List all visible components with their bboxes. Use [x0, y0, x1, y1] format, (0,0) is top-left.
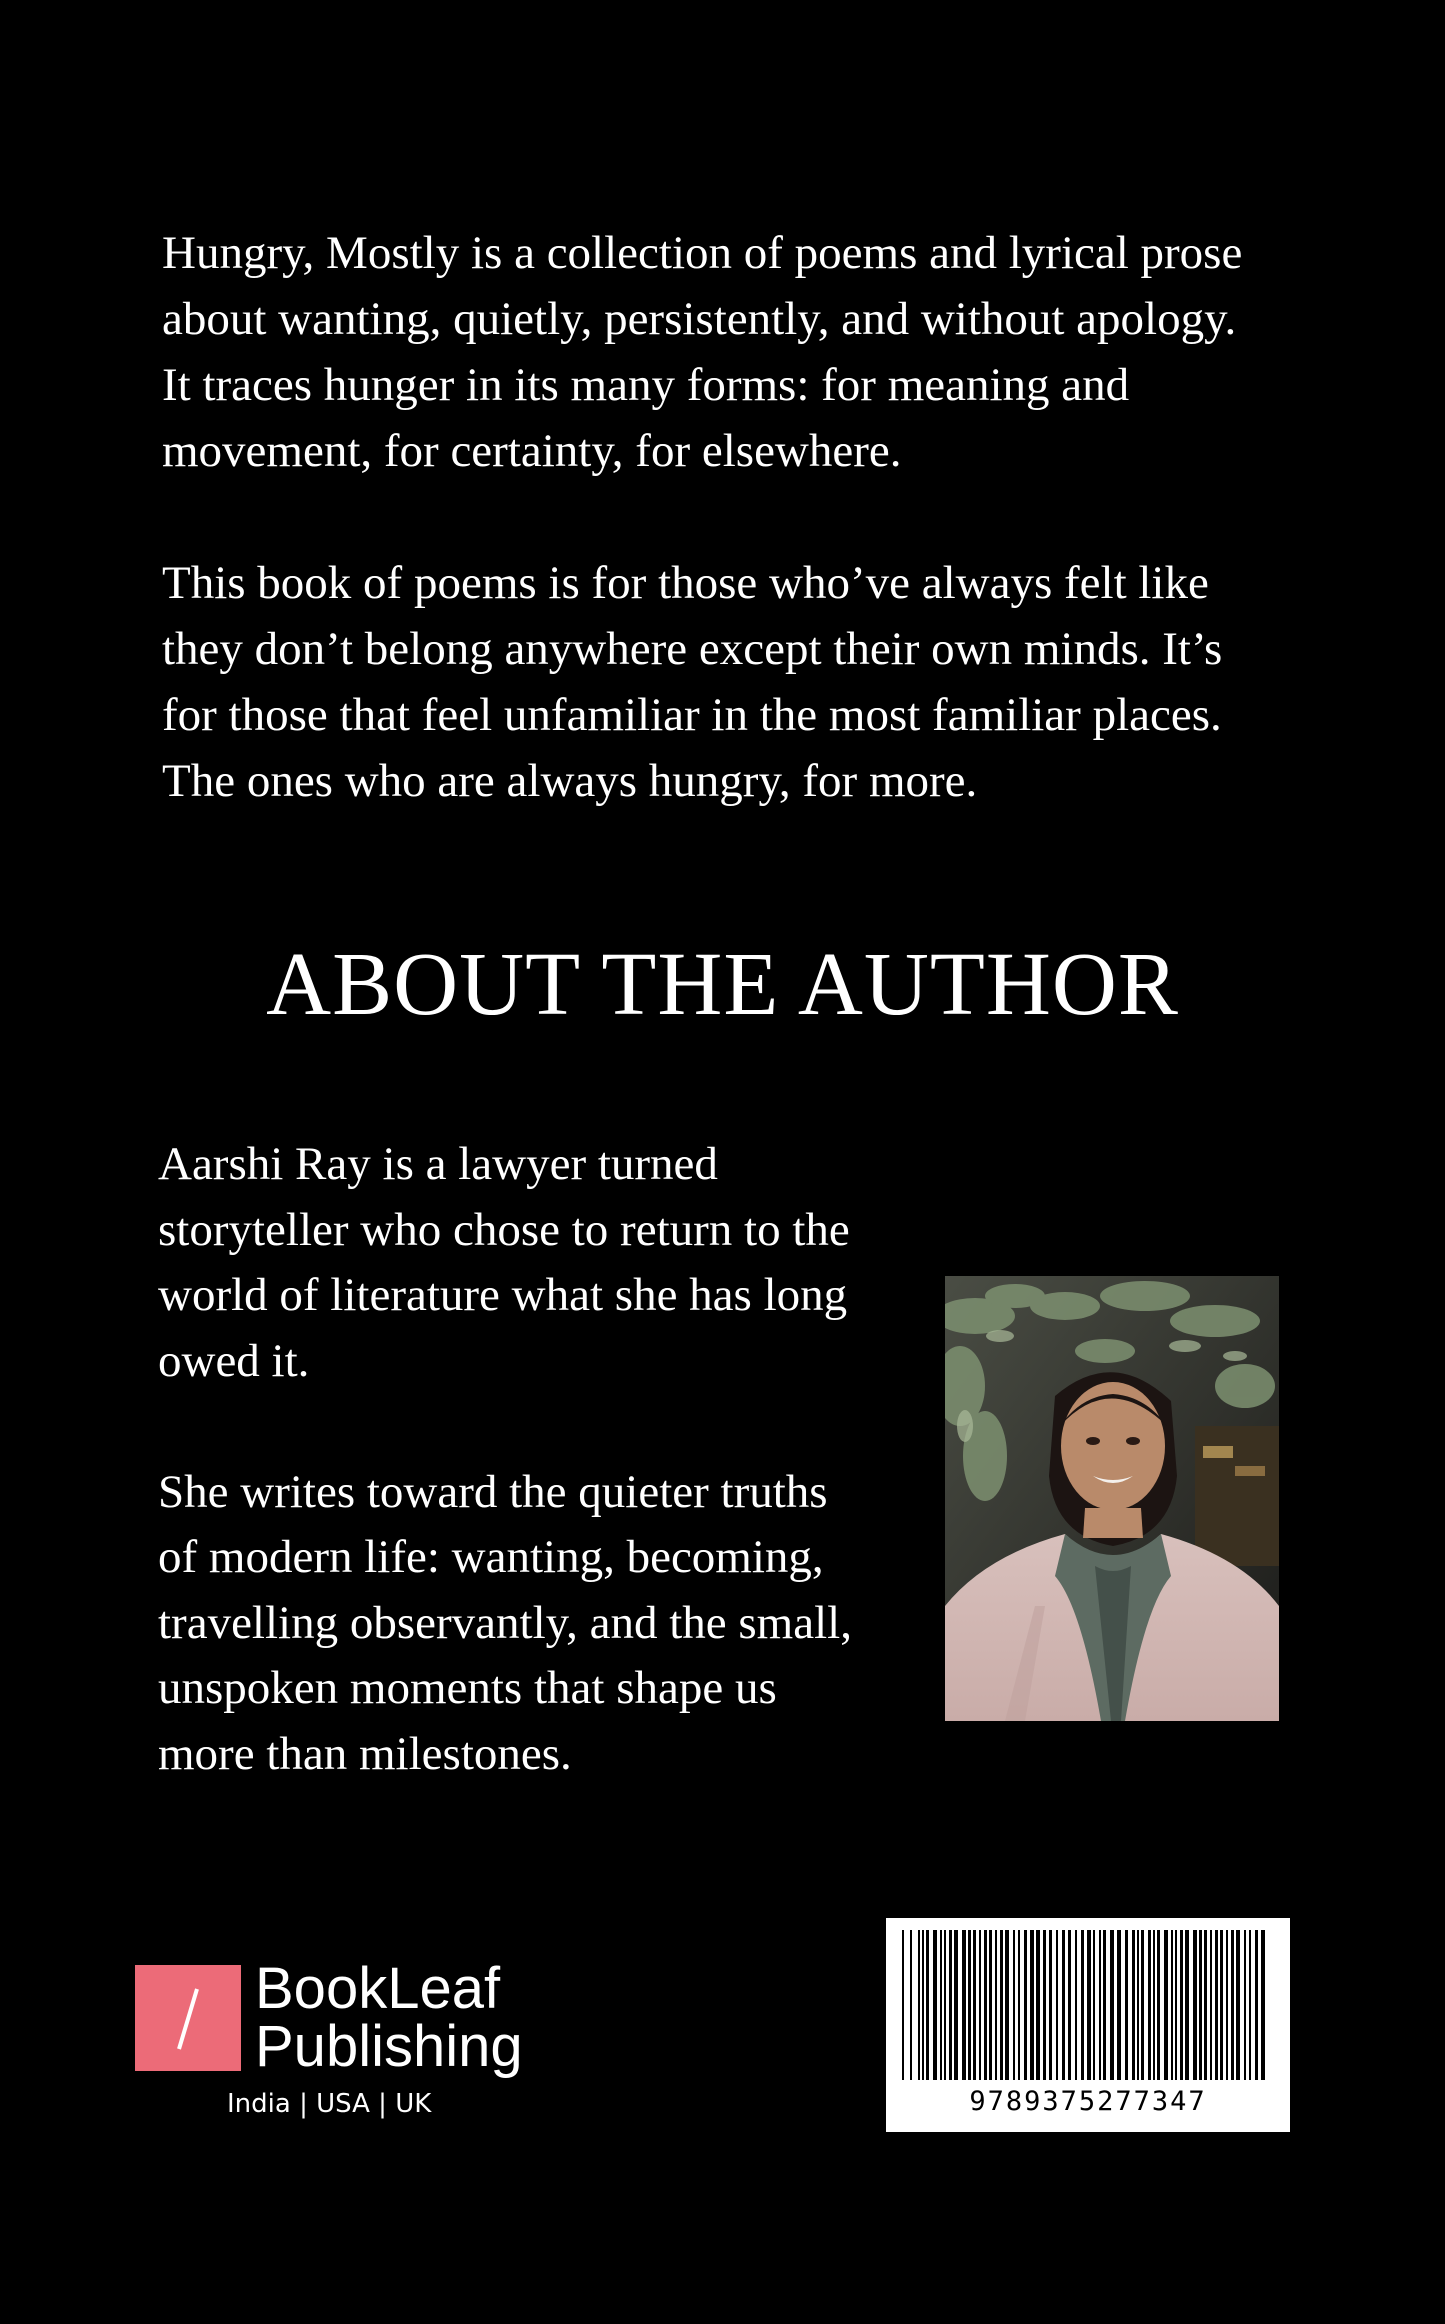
- barcode-bar: [1185, 1930, 1189, 2080]
- barcode-bar: [1125, 1930, 1128, 2080]
- back-cover-blurb: [162, 220, 1322, 814]
- barcode-bar: [1226, 1930, 1228, 2080]
- bio-paragraph: She writes toward the quieter truths of modern life: wanting, becoming, travelling observantly, and the small, unspoken moments that shape us more than milestones.: [158, 1465, 852, 1780]
- barcode-bar: [1180, 1930, 1183, 2080]
- barcode-bar: [922, 1930, 924, 2080]
- publisher-name-line: BookLeaf: [255, 1956, 501, 2021]
- isbn-barcode: [886, 1918, 1290, 2132]
- barcode-bar: [1036, 1930, 1040, 2080]
- barcode-bar: [1110, 1930, 1114, 2080]
- barcode-bar: [910, 1930, 912, 2080]
- barcode-bar: [1049, 1930, 1052, 2080]
- barcode-bar: [995, 1930, 997, 2080]
- barcode-bar: [1117, 1930, 1121, 2080]
- barcode-bar: [1081, 1930, 1084, 2080]
- barcode-bar: [1193, 1930, 1197, 2080]
- barcode-bar: [1018, 1930, 1020, 2080]
- bio-paragraph: Aarshi Ray is a lawyer turned storyteller who chose to return to the world of literature what she has long owed it.: [158, 1138, 850, 1387]
- barcode-bar: [1210, 1930, 1212, 2080]
- barcode-bar: [926, 1930, 929, 2080]
- barcode-bar: [1164, 1930, 1168, 2080]
- author-photo: [945, 1276, 1279, 1721]
- barcode-bar: [1087, 1930, 1091, 2080]
- isbn-number: 9789375277347: [969, 2086, 1207, 2117]
- barcode-bar: [944, 1930, 946, 2080]
- barcode-bar: [1030, 1930, 1034, 2080]
- publisher-regions: India | USA | UK: [227, 2089, 432, 2119]
- barcode-bar: [1204, 1930, 1207, 2080]
- barcode-bar: [1043, 1930, 1046, 2080]
- barcode-bar: [940, 1930, 942, 2080]
- barcode-bar: [989, 1930, 992, 2080]
- barcode-bar: [1175, 1930, 1177, 2080]
- blurb-paragraph: Hungry, Mostly is a collection of poems and lyrical prose about wanting, quietly, persistently, and without apology. It traces hunger in its many forms: for meaning and movement, for certainty, for elsewhere.: [162, 227, 1243, 477]
- barcode-bar: [1199, 1930, 1202, 2080]
- barcode-bar: [1153, 1930, 1155, 2080]
- barcode-bar: [1220, 1930, 1223, 2080]
- barcode-bars: [894, 1930, 1282, 2086]
- barcode-bar: [1132, 1930, 1135, 2080]
- barcode-bar: [1075, 1930, 1077, 2080]
- barcode-bar: [1244, 1930, 1246, 2080]
- barcode-bar: [1157, 1930, 1160, 2080]
- publisher-name: [255, 1956, 575, 2079]
- barcode-bar: [1171, 1930, 1173, 2080]
- publisher-name-line: Publishing: [255, 2014, 523, 2079]
- barcode-bar: [1148, 1930, 1151, 2080]
- barcode-bar: [1093, 1930, 1095, 2080]
- barcode-bar: [1056, 1930, 1058, 2080]
- barcode-bar: [902, 1930, 904, 2080]
- blurb-paragraph: This book of poems is for those who’ve always felt like they don’t belong anywhere except their own minds. It’s for those that feel unfamiliar in the most familiar places. The ones who are always hungry, for more.: [162, 557, 1223, 807]
- barcode-bar: [933, 1930, 937, 2080]
- barcode-bar: [1141, 1930, 1144, 2080]
- barcode-bar: [984, 1930, 987, 2080]
- barcode-bar: [918, 1930, 920, 2080]
- barcode-bar: [1013, 1930, 1015, 2080]
- barcode-bar: [1236, 1930, 1240, 2080]
- about-author-heading: ABOUT THE AUTHOR: [266, 935, 1179, 1034]
- barcode-bar: [1261, 1930, 1265, 2080]
- barcode-bar: [1000, 1930, 1003, 2080]
- barcode-bar: [1215, 1930, 1218, 2080]
- publisher-logo: [135, 1956, 565, 2140]
- publisher-slash-icon: [135, 1965, 241, 2071]
- barcode-bar: [1137, 1930, 1139, 2080]
- barcode-bar: [1255, 1930, 1258, 2080]
- barcode-bar: [979, 1930, 981, 2080]
- barcode-bar: [973, 1930, 976, 2080]
- barcode-bar: [968, 1930, 971, 2080]
- author-photo-image: [945, 1276, 1279, 1721]
- barcode-bar: [949, 1930, 952, 2080]
- barcode-bar: [1231, 1930, 1234, 2080]
- barcode-bar: [1005, 1930, 1009, 2080]
- barcode-bar: [1062, 1930, 1065, 2080]
- barcode-bar: [1068, 1930, 1071, 2080]
- barcode-bar: [1249, 1930, 1251, 2080]
- barcode-bar: [1024, 1930, 1027, 2080]
- author-bio: [158, 1132, 918, 1787]
- barcode-bar: [962, 1930, 966, 2080]
- barcode-bar: [954, 1930, 958, 2080]
- barcode-bar: [1099, 1930, 1101, 2080]
- barcode-bar: [1103, 1930, 1106, 2080]
